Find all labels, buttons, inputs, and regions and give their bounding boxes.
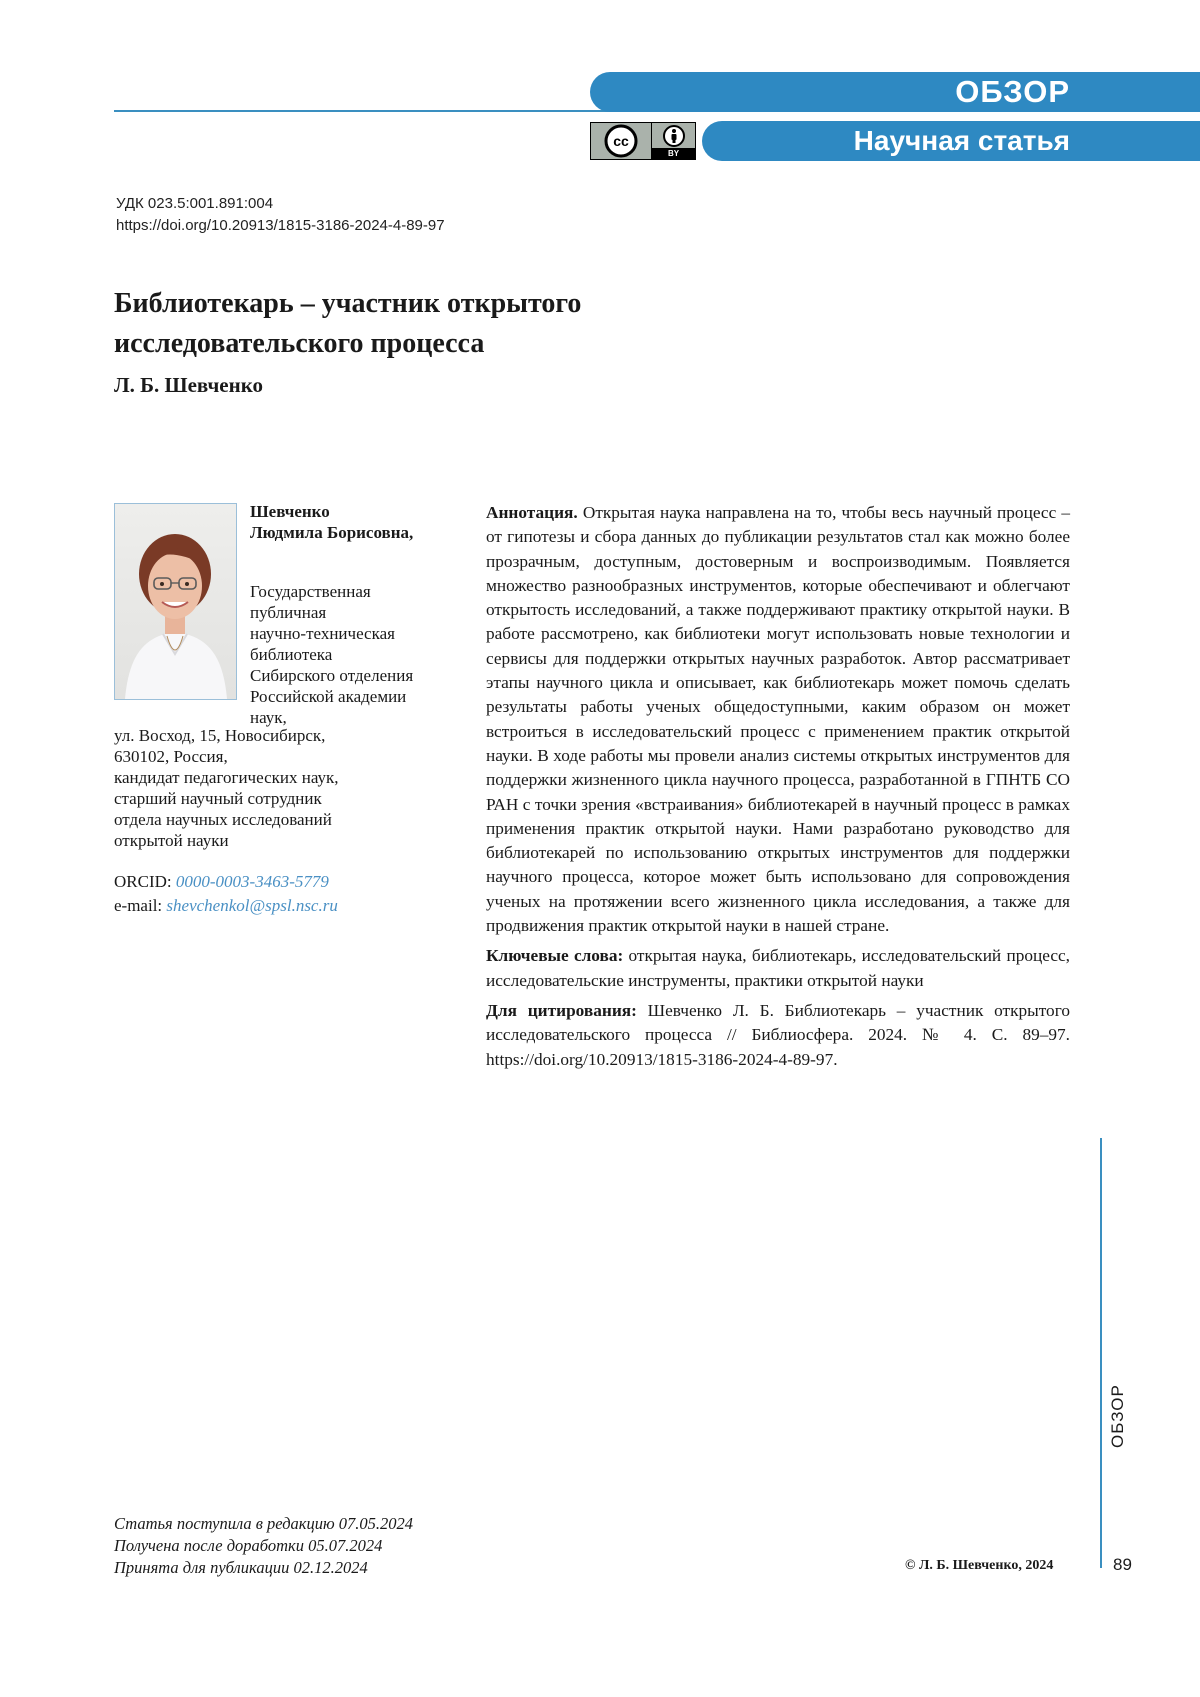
identifiers	[116, 193, 445, 237]
side-rule	[1100, 1138, 1102, 1568]
citation-label: Для цитирования:	[486, 1001, 637, 1020]
email-link[interactable]: shevchenkol@spsl.nsc.ru	[166, 896, 337, 915]
received-date: Статья поступила в редакцию 07.05.2024	[114, 1513, 413, 1535]
orcid-link[interactable]: 0000-0003-3463-5779	[176, 872, 329, 891]
citation-paragraph	[486, 999, 1070, 1072]
cc-icon	[591, 123, 651, 159]
author-full-name: Шевченко Людмила Борисовна,	[250, 501, 413, 543]
orcid-line	[114, 871, 329, 892]
author-byline: Л. Б. Шевченко	[114, 373, 263, 398]
abstract-paragraph	[486, 501, 1070, 938]
section-label: ОБЗОР	[955, 72, 1070, 112]
article-title	[114, 284, 814, 364]
title-line-1: Библиотекарь – участник открытого	[114, 284, 814, 324]
by-attribution-icon	[651, 123, 695, 159]
citation-text: Шевченко Л. Б. Библиотекарь – участник открытого исследовательского процесса // Библиосфера. 2024. № 4. С. 89–97. https://doi.org/10.20913/1815-3186-2024-4-89-97.	[486, 1001, 1070, 1069]
revised-date: Получена после доработки 05.07.2024	[114, 1535, 413, 1557]
doi-link[interactable]: https://doi.org/10.20913/1815-3186-2024-4-89-97	[116, 215, 445, 237]
svg-text:cc: cc	[613, 133, 629, 149]
keywords-paragraph	[486, 944, 1070, 993]
abstract-label: Аннотация.	[486, 503, 578, 522]
side-section-label: ОБЗОР	[1108, 1384, 1128, 1448]
email-label: e-mail:	[114, 896, 166, 915]
abstract-text: Открытая наука направлена на то, чтобы весь научный процесс – от гипотезы и сбора данных до публикации результатов стал как можно более прозрачным, доступным, достоверным и воспроизводимым. Появляется множество разнообразных инструментов, которые обеспечивают и облегчают открытость исследований, а также поддерживают практику открытой науки. В работе рассмотрено, как библиотеки могут использовать новые технологии и сервисы для поддержки открытых научных разработок. Автор рассматривает этапы научного цикла и описывает, как библиотекарь может помочь сделать результаты работы ученых общедоступными, каким образом он может встроиться в исследовательский процесс с применением практик открытой науки. В ходе работы мы провели анализ системы открытых инструментов для поддержки жизненного цикла научного процесса, разработанной в ГПНТБ СО РАН с точки зрения «встраивания» библиотекарей в научный процесс в рамках применения практик открытой науки. Нами разработано руководство для библиотекарей по использованию открытых инструментов для поддержки научного процесса, которое может быть использовано для сопровождения ученых на протяжении всего жизненного цикла исследования, а также для продвижения практик открытой науки в нашей стране.	[486, 503, 1070, 935]
author-address: ул. Восход, 15, Новосибирск, 630102, Россия, кандидат педагогических наук, старший научный сотрудник отдела научных исследований открытой науки	[114, 725, 444, 851]
keywords-label: Ключевые слова:	[486, 946, 623, 965]
udk-code: УДК 023.5:001.891:004	[116, 193, 445, 215]
article-type-label: Научная статья	[854, 121, 1070, 161]
orcid-label: ORCID:	[114, 872, 176, 891]
section-banner	[590, 72, 1200, 112]
cc-by-license-badge[interactable]	[590, 122, 696, 160]
page-number: 89	[1113, 1555, 1132, 1575]
author-affiliation: Государственная публичная научно-техническая библиотека Сибирского отделения Российской академии наук,	[250, 581, 450, 728]
cc-by-text: BY	[652, 148, 695, 159]
header-rule	[114, 110, 610, 112]
author-portrait	[114, 503, 237, 700]
email-line	[114, 895, 338, 916]
accepted-date: Принята для публикации 02.12.2024	[114, 1557, 413, 1579]
title-line-2: исследовательского процесса	[114, 324, 814, 364]
abstract-column	[486, 501, 1070, 1078]
keywords-text: открытая наука, библиотекарь, исследовательский процесс, исследовательские инструменты, практики открытой науки	[486, 946, 1070, 989]
copyright-notice: © Л. Б. Шевченко, 2024	[905, 1558, 1053, 1574]
publication-dates	[114, 1513, 413, 1579]
